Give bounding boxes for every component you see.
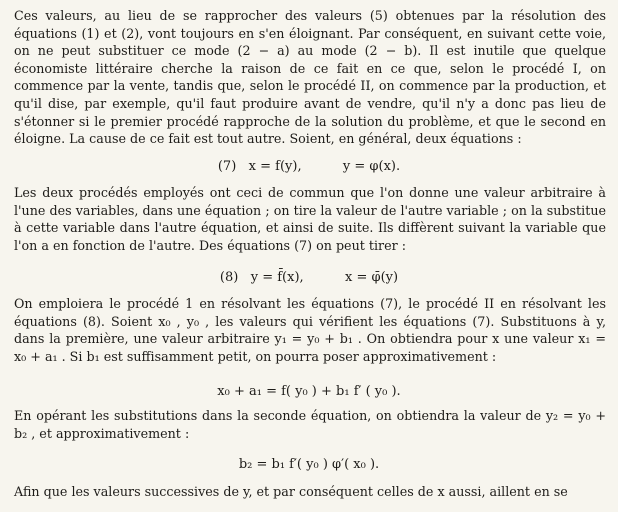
paragraph-4: En opérant les substitutions dans la seconde équation, on obtiendra la valeur de y₂ = y₀ + b₂ , et approximativement : [14,408,606,441]
paragraph-3: On emploiera le procédé 1 en résolvant les équations (7), le procédé II en résolvant les équations (8). Soient x₀ , y₀ , les valeurs qui vérifient les équations (7). Substituons à y, dans la première, une valeur arbitraire y₁ = y₀ + b₁ . On obtiendra pour x une valeur x₁ = x₀ + a₁ . Si b₁ est suffisamment petit, on pourra poser approximativement : [14,296,606,364]
paragraph-2: Les deux procédés employés ont ceci de commun que l'on donne une valeur arbitraire à l'une des variables, dans une équation ; on tire la valeur de l'autre variable ; on la substitue à cette variable dans l'autre équation, et ainsi de suite. Ils diffèrent suivant la variable que l'on a en fonction de l'autre. Des équations (7) on peut tirer : [14,185,606,253]
equation-8: (8) y = f̄(x), x = φ̄(y) [219,270,399,285]
paragraph-5: Afin que les valeurs successives de y, et par conséquent celles de x aussi, aillent en se [14,484,568,499]
approximation-equation-1: x₀ + a₁ = f( y₀ ) + b₁ f′ ( y₀ ). [217,384,401,399]
approximation-equation-2: b₂ = b₁ f′( y₀ ) φ′( x₀ ). [238,457,380,472]
equation-7: (7) x = f(y), y = φ(x). [217,159,401,174]
paragraph-1: Ces valeurs, au lieu de se rapprocher des valeurs (5) obtenues par la résolution des équations (1) et (2), vont toujours en s'en éloignant. Par conséquent, en suivant cette voie, on ne peut substituer ce mode (2 − a) au mode (2 − b). Il est inutile que quelque économiste littéraire cherche la raison de ce fait en ce que, selon le procédé I, on commence par la vente, tandis que, selon le procédé II, on commence par la production, et qu'il dise, par exemple, qu'il faut produire avant de vendre, qu'il n'y a donc pas lieu de s'étonner si le premier procédé rapproche de la solution du problème, et que le second en éloigne. La cause de ce fait est tout autre. Soient, en général, deux équations : [14,8,606,147]
